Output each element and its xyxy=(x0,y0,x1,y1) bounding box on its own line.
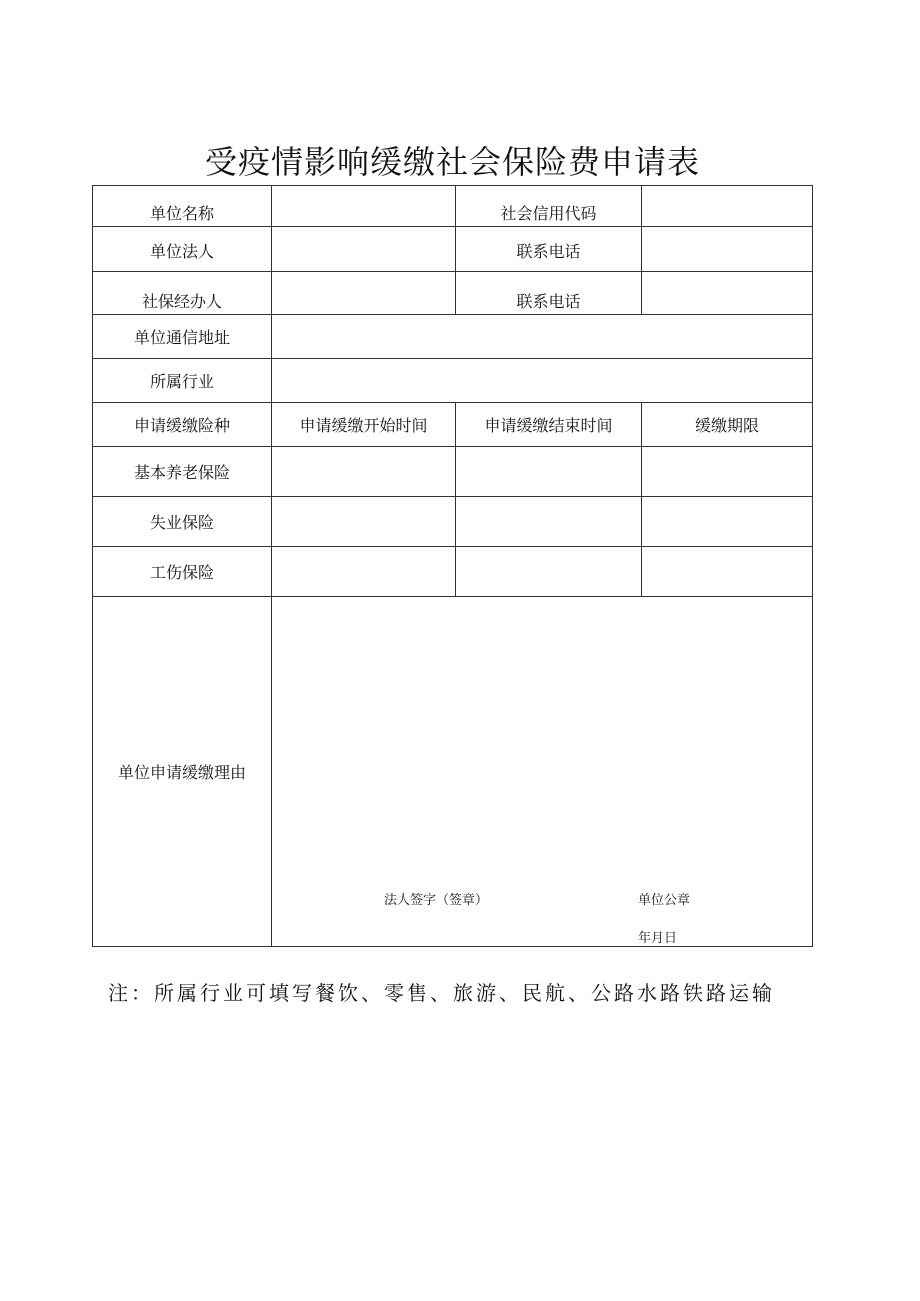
credit-code-field[interactable] xyxy=(642,186,813,227)
industry-field[interactable] xyxy=(272,359,813,403)
form-row-legal-person xyxy=(93,227,813,272)
unit-name-field[interactable] xyxy=(272,186,456,227)
table-row xyxy=(93,447,813,497)
address-label: 单位通信地址 xyxy=(93,315,272,359)
column-header-insurance-type: 申请缓缴险种 xyxy=(93,403,272,447)
unit-name-label: 单位名称 xyxy=(93,186,272,227)
work-injury-period-field[interactable] xyxy=(642,547,813,597)
form-row-column-headers xyxy=(93,403,813,447)
pension-end-field[interactable] xyxy=(456,447,642,497)
address-field[interactable] xyxy=(272,315,813,359)
column-header-end-time: 申请缓缴结束时间 xyxy=(456,403,642,447)
unemployment-end-field[interactable] xyxy=(456,497,642,547)
legal-person-label: 单位法人 xyxy=(93,227,272,272)
table-row xyxy=(93,497,813,547)
credit-code-label: 社会信用代码 xyxy=(456,186,642,227)
legal-person-field[interactable] xyxy=(272,227,456,272)
page-title: 受疫情影响缓缴社会保险费申请表 xyxy=(204,143,700,181)
work-injury-end-field[interactable] xyxy=(456,547,642,597)
form-row-industry xyxy=(93,359,813,403)
form-row-address xyxy=(93,315,813,359)
unemployment-period-field[interactable] xyxy=(642,497,813,547)
footnote: 注：所属行业可填写餐饮、零售、旅游、民航、公路水路铁路运输 xyxy=(108,981,775,1005)
insurance-type-pension: 基本养老保险 xyxy=(93,447,272,497)
column-header-period: 缓缴期限 xyxy=(642,403,813,447)
unemployment-start-field[interactable] xyxy=(272,497,456,547)
reason-field[interactable] xyxy=(272,597,813,947)
phone-label-1: 联系电话 xyxy=(456,227,642,272)
column-header-start-time: 申请缓缴开始时间 xyxy=(272,403,456,447)
insurance-type-work-injury: 工伤保险 xyxy=(93,547,272,597)
industry-label: 所属行业 xyxy=(93,359,272,403)
form-row-handler xyxy=(93,272,813,315)
work-injury-start-field[interactable] xyxy=(272,547,456,597)
form-row-unit-name xyxy=(93,186,813,227)
phone-field-1[interactable] xyxy=(642,227,813,272)
form-row-reason xyxy=(93,597,813,947)
phone-label-2: 联系电话 xyxy=(456,272,642,315)
pension-start-field[interactable] xyxy=(272,447,456,497)
date-label: 年月日 xyxy=(638,931,678,946)
handler-field[interactable] xyxy=(272,272,456,315)
reason-label: 单位申请缓缴理由 xyxy=(93,597,272,947)
seal-label: 单位公章 xyxy=(638,893,691,908)
handler-label: 社保经办人 xyxy=(93,272,272,315)
signature-label: 法人签字（签章） xyxy=(384,893,489,908)
pension-period-field[interactable] xyxy=(642,447,813,497)
application-form-table xyxy=(92,185,813,947)
phone-field-2[interactable] xyxy=(642,272,813,315)
insurance-type-unemployment: 失业保险 xyxy=(93,497,272,547)
table-row xyxy=(93,547,813,597)
